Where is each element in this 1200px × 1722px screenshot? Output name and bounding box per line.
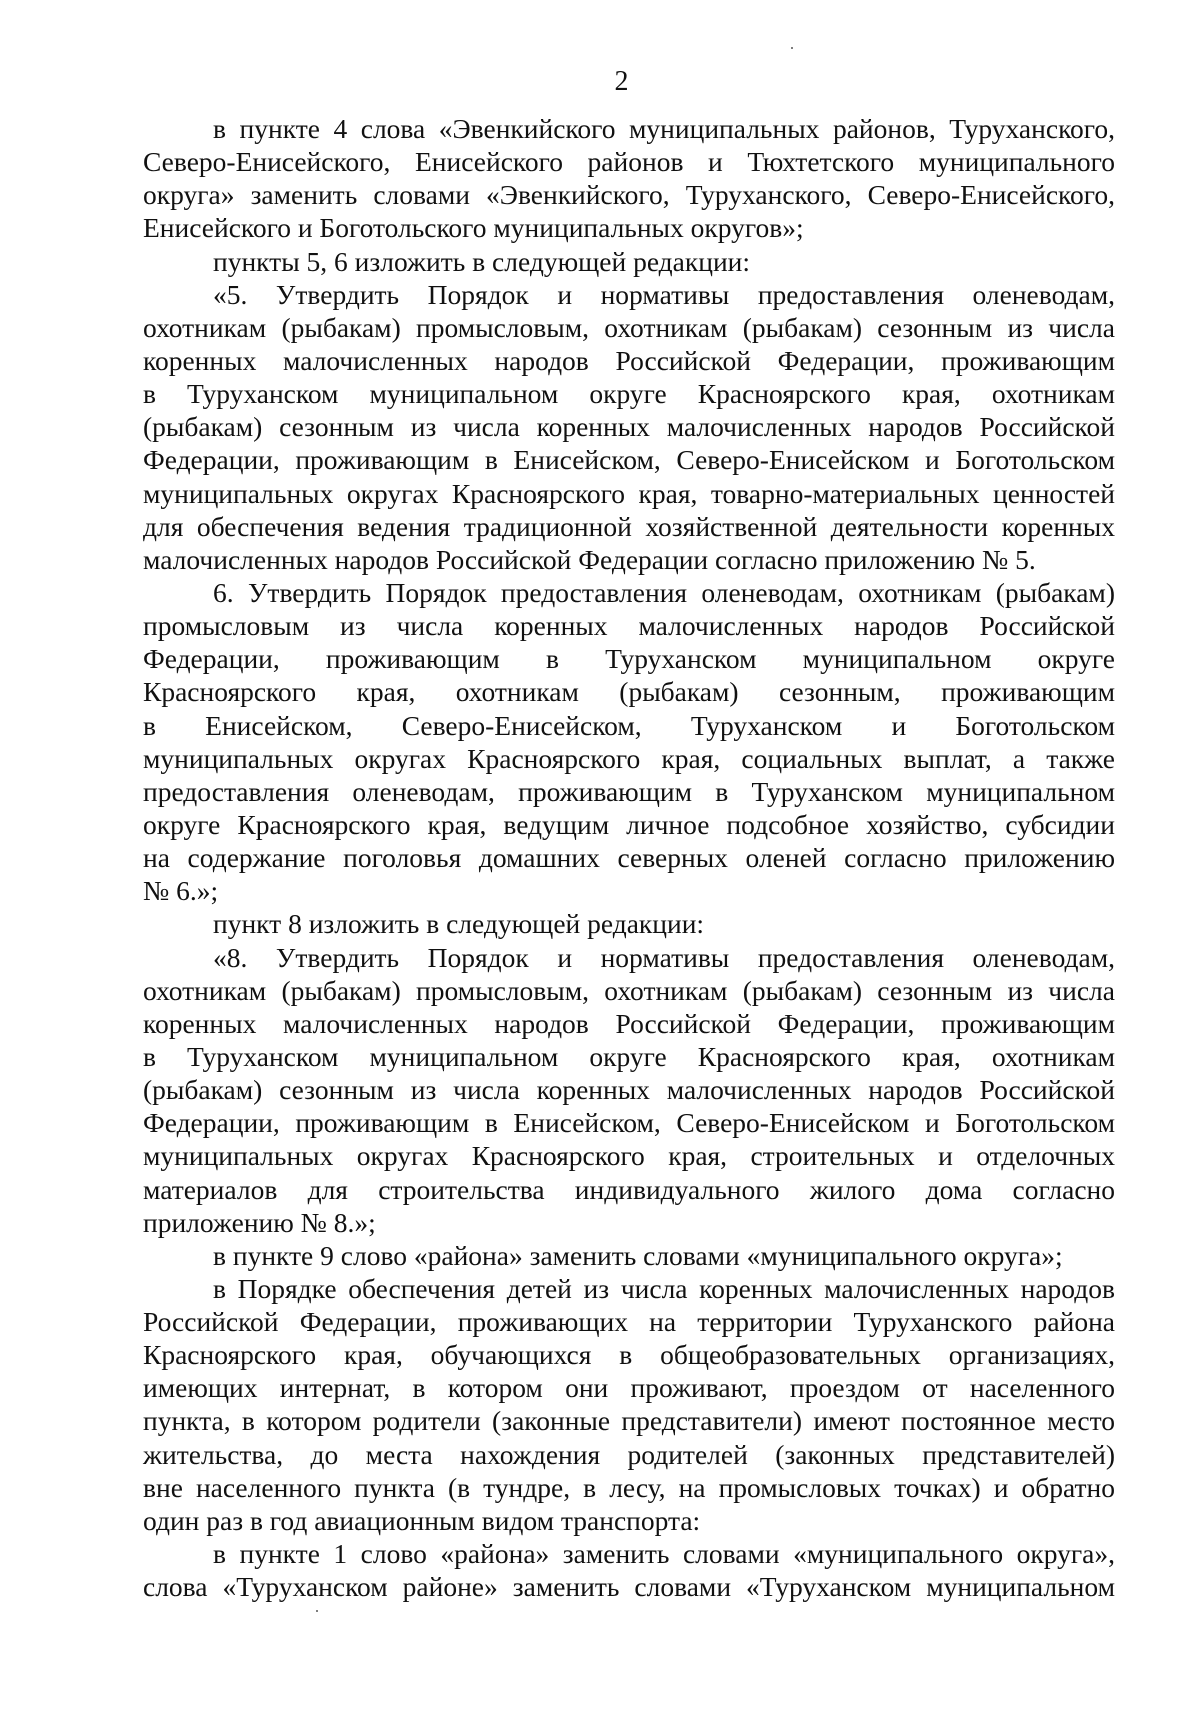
text-line: материалов для строительства индивидуального жилого дома согласно	[143, 1173, 1115, 1205]
text-line: коренных малочисленных народов Российской Федерации, проживающим	[143, 344, 1115, 376]
text-line: (рыбакам) сезонным из числа коренных малочисленных народов Российской	[143, 411, 1115, 443]
text-line: приложению № 8.»;	[143, 1206, 376, 1238]
text-line: в пункте 4 слова «Эвенкийского муниципальных районов, Туруханского,	[213, 113, 1115, 144]
text-line: Красноярского края, охотникам (рыбакам) сезонным, проживающим	[143, 676, 1115, 708]
text-line: в Туруханском муниципальном округе Красноярского края, охотникам	[143, 378, 1115, 410]
text-line: малочисленных народов Российской Федерации согласно приложению № 5.	[143, 543, 1036, 575]
text-line: округа» заменить словами «Эвенкийского, Туруханского, Северо-Енисейского,	[143, 179, 1115, 211]
text-line: вне населенного пункта (в тундре, в лесу, на промысловых точках) и обратно	[143, 1471, 1115, 1503]
document-body	[143, 112, 1115, 1603]
scan-speck	[791, 47, 793, 49]
text-line: для обеспечения ведения традиционной хозяйственной деятельности коренных	[143, 510, 1115, 542]
text-line: округе Красноярского края, ведущим личное подсобное хозяйство, субсидии	[143, 808, 1115, 840]
text-line: в пункте 9 слово «района» заменить словами «муниципального округа»;	[213, 1239, 1063, 1271]
text-line: в Енисейском, Северо-Енисейском, Туруханском и Боготольском	[143, 709, 1115, 741]
text-line: Федерации, проживающим в Туруханском муниципальном округе	[143, 643, 1115, 675]
text-line: пункты 5, 6 изложить в следующей редакции:	[213, 245, 751, 277]
text-line: муниципальных округах Красноярского края, социальных выплат, а также	[143, 742, 1115, 774]
text-line: охотникам (рыбакам) промысловым, охотникам (рыбакам) сезонным из числа	[143, 311, 1115, 343]
text-line: охотникам (рыбакам) промысловым, охотникам (рыбакам) сезонным из числа	[143, 974, 1115, 1006]
text-line: Федерации, проживающим в Енисейском, Северо-Енисейском и Боготольском	[143, 444, 1115, 476]
text-line: № 6.»;	[143, 875, 219, 907]
text-line: Енисейского и Боготольского муниципальных округов»;	[143, 212, 804, 244]
text-line: пункт 8 изложить в следующей редакции:	[213, 908, 705, 940]
text-line: (рыбакам) сезонным из числа коренных малочисленных народов Российской	[143, 1074, 1115, 1106]
page-number: 2	[614, 66, 629, 97]
text-line: муниципальных округах Красноярского края, строительных и отделочных	[143, 1140, 1115, 1172]
text-line: в пункте 1 слово «района» заменить словами «муниципального округа»,	[213, 1538, 1115, 1570]
text-line: предоставления оленеводам, проживающим в Туруханском муниципальном	[143, 775, 1115, 807]
text-line: Красноярского края, обучающихся в общеобразовательных организациях,	[143, 1339, 1115, 1371]
text-line: слова «Туруханском районе» заменить словами «Туруханском муниципальном	[143, 1571, 1115, 1603]
text-line: «8. Утвердить Порядок и нормативы предоставления оленеводам,	[213, 941, 1115, 973]
text-line: в Порядке обеспечения детей из числа коренных малочисленных народов	[213, 1272, 1115, 1304]
text-line: Российской Федерации, проживающих на территории Туруханского района	[143, 1306, 1115, 1338]
text-line: один раз в год авиационным видом транспорта:	[143, 1504, 701, 1536]
text-line: промысловым из числа коренных малочисленных народов Российской	[143, 610, 1115, 642]
text-line: коренных малочисленных народов Российской Федерации, проживающим	[143, 1007, 1115, 1039]
text-line: «5. Утвердить Порядок и нормативы предоставления оленеводам,	[213, 278, 1115, 310]
text-line: имеющих интернат, в котором они проживают, проездом от населенного	[143, 1372, 1115, 1404]
scan-speck	[316, 1610, 318, 1612]
text-line: муниципальных округах Красноярского края, товарно-материальных ценностей	[143, 477, 1115, 509]
text-line: на содержание поголовья домашних северных оленей согласно приложению	[143, 842, 1115, 874]
text-line: Северо-Енисейского, Енисейского районов и Тюхтетского муниципального	[143, 146, 1115, 178]
text-line: в Туруханском муниципальном округе Красноярского края, охотникам	[143, 1040, 1115, 1072]
text-line: пункта, в котором родители (законные представители) имеют постоянное место	[143, 1405, 1115, 1437]
text-line: 6. Утвердить Порядок предоставления оленеводам, охотникам (рыбакам)	[213, 576, 1115, 608]
text-line: жительства, до места нахождения родителей (законных представителей)	[143, 1438, 1115, 1470]
text-line: Федерации, проживающим в Енисейском, Северо-Енисейском и Боготольском	[143, 1107, 1115, 1139]
